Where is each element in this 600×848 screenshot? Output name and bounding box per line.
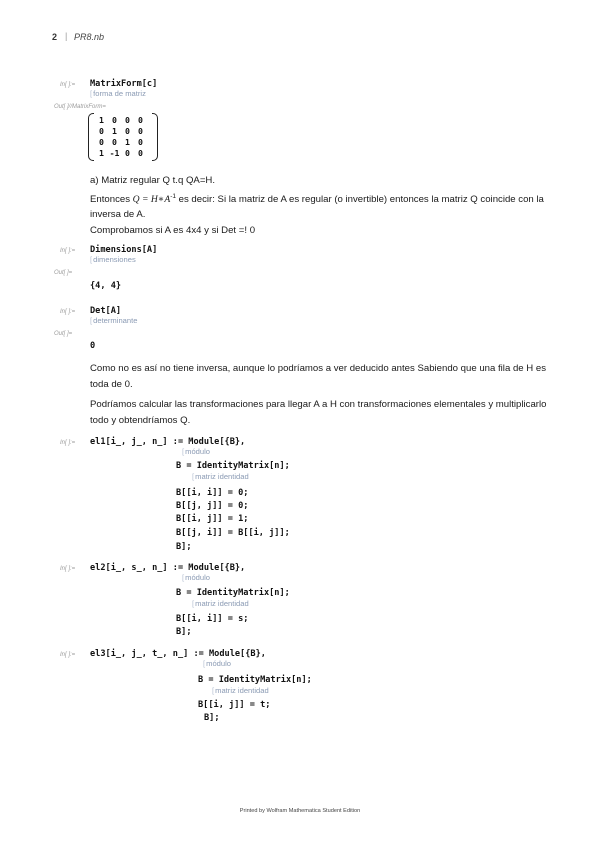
text-line: Entonces $Q = H∗A^{-1}$ es decir: Si la matriz de A es regular (o invertible) entonces la matriz Q coincide con la inversa de A. [90,192,544,221]
output-det: 0 [90,341,96,351]
code-line: B = IdentityMatrix[n]; [176,461,290,471]
matrix-cell: 0 [138,114,143,125]
input-cell-el3[interactable]: el3[i_, j_, t_, n_] := Module[{B}, [90,649,266,659]
code-line: B[[i, i]] = 0; [176,488,249,498]
out-label-matrixform: Out[ ]//MatrixForm= [54,104,106,110]
input-cell-el1[interactable]: el1[i_, j_, n_] := Module[{B}, [90,437,246,447]
code-line: B[[i, i]] = s; [176,614,249,624]
header-separator: | [65,31,68,41]
matrix-table [95,114,147,158]
matrix-cell: -1 [109,147,120,158]
in-label: In[ ]:= [60,248,76,254]
text-cell-explanation[interactable] [90,361,552,428]
code-line: B = IdentityMatrix[n]; [176,588,290,598]
matrix-cell: 0 [125,114,130,125]
text-line: a) Matriz regular Q t.q QA=H. [90,175,216,186]
input-cell-det[interactable]: Det[A] [90,306,122,316]
math-superscript: -1 [170,192,176,200]
text-line: Comprobamos si A es 4x4 y si Det =! 0 [90,224,256,236]
matrix-left-bracket [88,113,94,161]
input-cell-dimensions[interactable]: Dimensions[A] [90,245,158,255]
output-matrix [88,113,158,159]
text-cell-inverse[interactable] [90,173,552,238]
notebook-filename: PR8.nb [74,32,105,42]
autocomplete-hint: [ módulo [182,447,210,456]
in-label: In[ ]:= [60,440,76,446]
matrix-cell: 0 [99,136,104,147]
autocomplete-hint: [ matriz identidad [192,599,249,608]
autocomplete-hint: [ matriz identidad [192,472,249,481]
in-label: In[ ]:= [60,652,76,658]
code-line: B[[j, j]] = 0; [176,501,249,511]
code-line: B[[i, j]] = t; [198,700,271,710]
autocomplete-hint: [ módulo [203,659,231,668]
matrix-cell: 1 [99,114,104,125]
autocomplete-hint: [ matriz identidad [212,686,269,695]
in-label: In[ ]:= [60,566,76,572]
autocomplete-hint: [ determinante [90,316,137,325]
matrix-cell: 0 [112,136,117,147]
matrix-row [95,125,147,136]
input-cell-matrixform[interactable]: MatrixForm[c] [90,79,158,89]
autocomplete-hint: [ módulo [182,573,210,582]
matrix-cell: 0 [125,125,130,136]
matrix-cell: 1 [125,136,130,147]
matrix-row [95,136,147,147]
text-paragraph: Como no es así no tiene inversa, aunque lo podríamos a ver deducido antes Sabiendo que una fila de H es toda de 0. [90,363,547,390]
matrix-cell: 0 [112,114,117,125]
code-line: B]; [204,713,220,723]
page-number: 2 [52,32,58,42]
matrix-cell: 0 [99,125,104,136]
autocomplete-hint: [ forma de matriz [90,89,146,98]
matrix-cell: 0 [138,125,143,136]
out-label: Out[ ]= [54,331,73,337]
code-line: B[[j, i]] = B[[i, j]]; [176,528,290,538]
matrix-cell: 0 [138,136,143,147]
autocomplete-hint: [ dimensiones [90,255,136,264]
out-label: Out[ ]= [54,270,73,276]
print-footer: Printed by Wolfram Mathematica Student Edition [239,808,361,814]
in-label: In[ ]:= [60,309,76,315]
output-dimensions: {4, 4} [90,281,122,291]
input-cell-el2[interactable]: el2[i_, s_, n_] := Module[{B}, [90,563,246,573]
matrix-cell: 1 [112,125,117,136]
matrix-cell: 0 [138,147,143,158]
text-paragraph: Podríamos calcular las transformaciones para llegar A a H con transformaciones elementales y multiplicarlo todo y obtendríamos Q. [90,399,547,426]
matrix-right-bracket [152,113,158,161]
code-line: B = IdentityMatrix[n]; [198,675,312,685]
math-expression: Q = H∗A [132,193,171,205]
code-line: B]; [176,627,192,637]
matrix-row [95,114,147,125]
in-label: In[ ]:= [60,82,76,88]
matrix-cell: 0 [125,147,130,158]
matrix-cell: 1 [99,147,104,158]
matrix-row [95,147,147,158]
code-line: B]; [176,542,192,552]
code-line: B[[i, j]] = 1; [176,514,249,524]
